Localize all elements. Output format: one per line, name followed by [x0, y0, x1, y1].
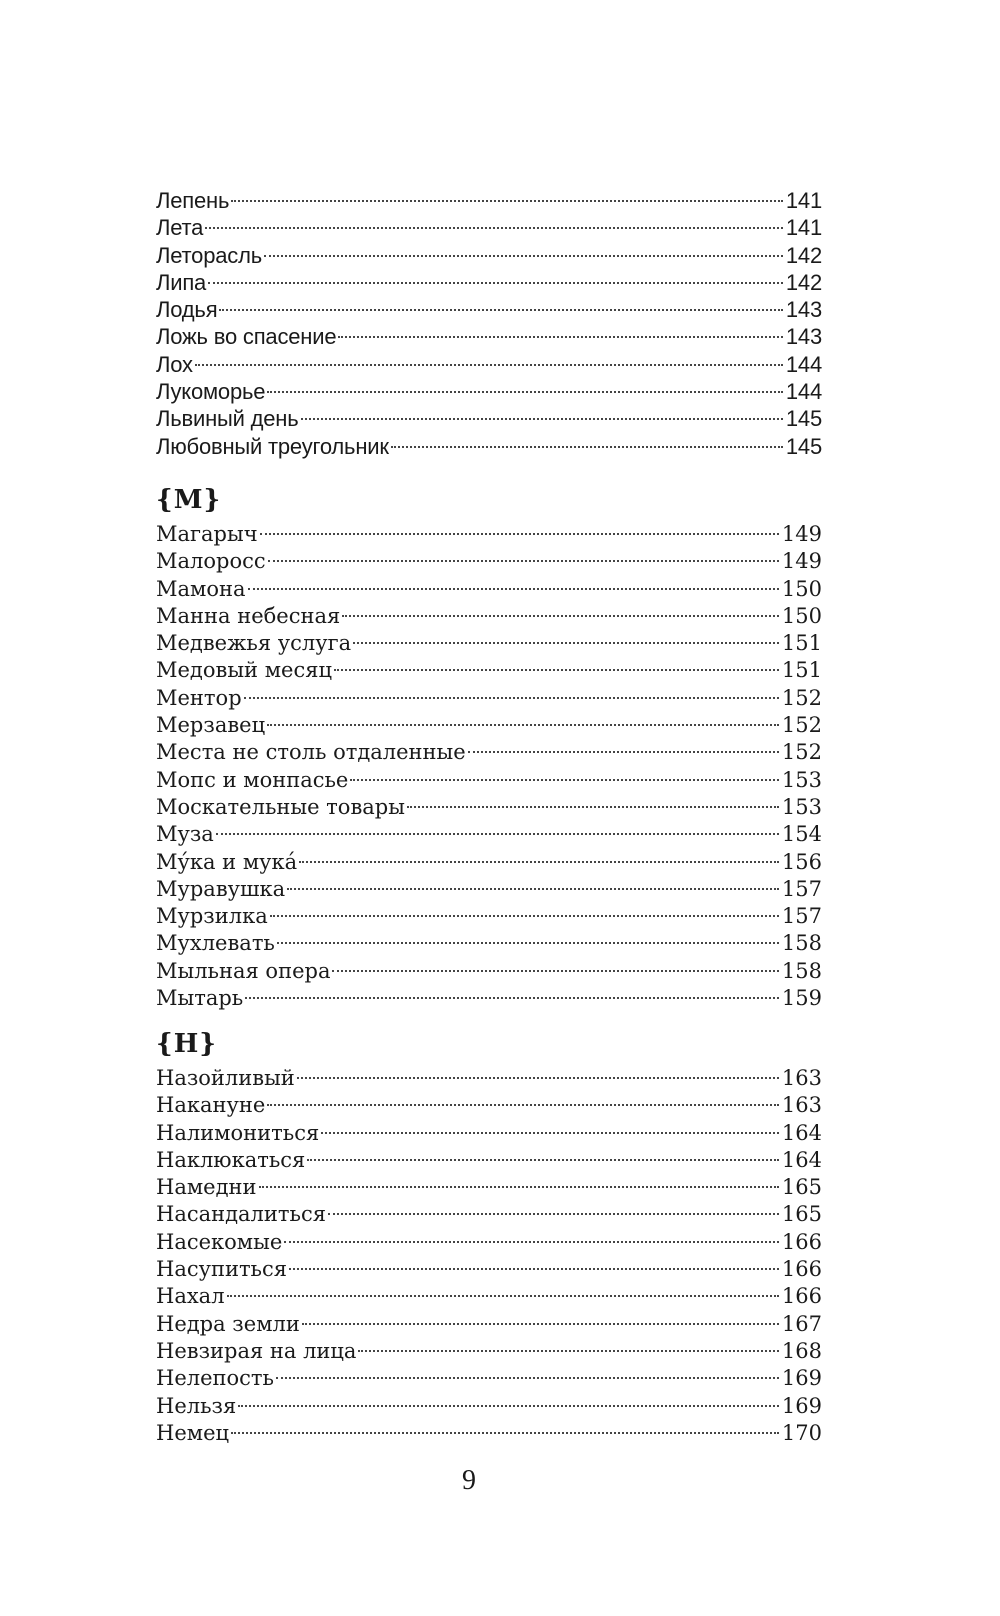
toc-entry-page: 166 [781, 1229, 822, 1254]
toc-entry[interactable] [156, 849, 822, 876]
toc-entry-title: Лепень [156, 188, 230, 213]
dot-leader [195, 364, 783, 366]
toc-entry-title: Насандалиться [156, 1202, 326, 1227]
toc-entry[interactable] [156, 739, 822, 766]
toc-entry[interactable] [156, 1393, 822, 1420]
dot-leader [264, 255, 783, 257]
toc-entry[interactable] [156, 685, 822, 712]
toc-entry-title: Му́ка и мука́ [156, 849, 298, 874]
toc-entry[interactable] [156, 657, 822, 684]
dot-leader [342, 615, 779, 617]
dot-leader [268, 560, 779, 562]
toc-entry-title: Лукоморье [156, 379, 266, 405]
toc-entry-title: Мурзилка [156, 904, 268, 929]
toc-entry[interactable] [156, 1174, 822, 1201]
dot-leader [277, 942, 779, 944]
toc-entry-page: 149 [781, 522, 822, 546]
toc-entry-title: Назойливый [156, 1066, 295, 1090]
toc-list-m [156, 521, 822, 1012]
toc-entry[interactable] [156, 405, 822, 432]
dot-leader [350, 779, 779, 781]
toc-entry-title: Нельзя [156, 1393, 237, 1418]
dot-leader [276, 1377, 779, 1379]
dot-leader [267, 724, 779, 726]
toc-entry[interactable] [156, 1229, 822, 1256]
toc-entry[interactable] [156, 323, 822, 350]
page-number: 9 [462, 1465, 476, 1496]
toc-entry-page: 145 [785, 433, 822, 459]
dot-leader [260, 533, 779, 535]
toc-entry-page: 153 [781, 767, 822, 792]
dot-leader [287, 888, 779, 890]
dot-leader [227, 1295, 779, 1297]
toc-entry-title: Мытарь [156, 986, 244, 1011]
dot-leader [248, 588, 779, 590]
toc-entry-page: 141 [785, 188, 822, 213]
toc-entry[interactable] [156, 214, 822, 241]
section-heading-n: {Н} [156, 1029, 218, 1059]
toc-entry-title: Липа [156, 269, 207, 295]
toc-list-n [156, 1065, 822, 1447]
toc-entry[interactable] [156, 958, 822, 985]
toc-entry-title: Ложь во спасение [156, 324, 337, 350]
toc-entry-page: 151 [781, 658, 822, 683]
dot-leader [245, 997, 779, 999]
toc-entry-page: 153 [781, 794, 822, 819]
dot-leader [231, 1432, 779, 1434]
dot-leader [267, 391, 783, 393]
dot-leader [270, 915, 779, 917]
toc-entry-title: Мерзавец [156, 713, 266, 738]
toc-entry[interactable] [156, 1256, 822, 1283]
dot-leader [321, 1132, 779, 1134]
toc-entry-title: Львиный день [156, 406, 299, 432]
toc-entry[interactable] [156, 576, 822, 603]
toc-list-l [156, 187, 822, 460]
toc-entry-page: 156 [781, 849, 822, 874]
toc-entry-page: 169 [781, 1393, 822, 1418]
toc-entry-title: Москательные товары [156, 794, 405, 819]
toc-entry-title: Муза [156, 822, 214, 847]
toc-entry[interactable] [156, 712, 822, 739]
dot-leader [299, 861, 779, 863]
toc-section-m [156, 483, 822, 1012]
toc-entry-page: 163 [781, 1093, 822, 1118]
toc-entry-page: 164 [781, 1147, 822, 1172]
toc-entry[interactable] [156, 794, 822, 821]
toc-entry-page: 152 [781, 713, 822, 738]
toc-entry-title: Любовный треугольник [156, 433, 389, 459]
dot-leader [468, 751, 779, 753]
toc-entry-title: Медвежья услуга [156, 631, 352, 656]
dot-leader [284, 1241, 779, 1243]
dot-leader [205, 227, 783, 229]
dot-leader [238, 1405, 779, 1407]
dot-leader [353, 642, 779, 644]
toc-entry-title: Малоросс [156, 549, 266, 574]
toc-entry-title: Недра земли [156, 1311, 300, 1336]
toc-entry[interactable] [156, 1283, 822, 1310]
toc-entry[interactable] [156, 767, 822, 794]
toc-entry-page: 152 [781, 740, 822, 765]
toc-entry[interactable] [156, 876, 822, 903]
dot-leader [267, 1104, 779, 1106]
toc-entry-page: 164 [781, 1120, 822, 1145]
dot-leader [219, 309, 782, 311]
toc-entry-page: 141 [785, 215, 822, 241]
toc-entry-page: 145 [785, 406, 822, 432]
toc-entry-page: 168 [781, 1338, 822, 1363]
toc-entry-title: Намедни [156, 1175, 257, 1200]
toc-entry-page: 150 [781, 603, 822, 628]
toc-entry[interactable] [156, 1147, 822, 1174]
toc-entry[interactable] [156, 242, 822, 269]
toc-entry-page: 154 [781, 822, 822, 847]
toc-entry-page: 166 [781, 1284, 822, 1309]
toc-entry[interactable] [156, 187, 822, 214]
toc-entry-page: 142 [785, 269, 822, 295]
toc-entry-page: 149 [781, 549, 822, 574]
toc-entry[interactable] [156, 296, 822, 323]
dot-leader [334, 669, 779, 671]
toc-entry-page: 144 [785, 379, 822, 405]
toc-entry-page: 159 [781, 986, 822, 1011]
toc-entry[interactable] [156, 1092, 822, 1119]
dot-leader [302, 1323, 779, 1325]
toc-entry[interactable] [156, 548, 822, 575]
dot-leader [244, 697, 779, 699]
dot-leader [328, 1213, 779, 1215]
toc-entry-page: 165 [781, 1202, 822, 1227]
dot-leader [297, 1077, 779, 1079]
toc-section-n [156, 1027, 822, 1447]
toc-entry[interactable] [156, 630, 822, 657]
toc-entry[interactable] [156, 930, 822, 957]
toc-entry-title: Мухлевать [156, 931, 275, 956]
toc-entry-page: 158 [781, 931, 822, 956]
toc-entry-title: Насекомые [156, 1229, 283, 1254]
toc-entry[interactable] [156, 351, 822, 378]
dot-leader [391, 446, 783, 448]
dot-leader [231, 200, 783, 202]
toc-entry-title: Магарыч [156, 522, 258, 546]
section-heading-m: {М} [156, 485, 222, 515]
dot-leader [216, 833, 779, 835]
toc-entry-title: Лета [156, 215, 204, 241]
toc-entry[interactable] [156, 985, 822, 1012]
dot-leader [289, 1268, 779, 1270]
dot-leader [332, 970, 778, 972]
toc-entry-title: Невзирая на лица [156, 1338, 357, 1363]
toc-entry[interactable] [156, 269, 822, 296]
toc-entry-title: Ментор [156, 685, 242, 710]
toc-entry[interactable] [156, 603, 822, 630]
toc-entry[interactable] [156, 1365, 822, 1392]
toc-entry-page: 170 [781, 1420, 822, 1445]
toc-entry-page: 157 [781, 876, 822, 901]
toc-entry-title: Мамона [156, 576, 246, 601]
toc-entry-title: Места не столь отдаленные [156, 740, 466, 765]
toc-entry-title: Нелепость [156, 1366, 274, 1391]
dot-leader [407, 806, 779, 808]
toc-entry[interactable] [156, 1120, 822, 1147]
toc-entry-title: Мопс и монпасье [156, 767, 349, 792]
toc-entry-page: 163 [781, 1066, 822, 1090]
toc-entry[interactable] [156, 433, 822, 460]
toc-entry-page: 167 [781, 1311, 822, 1336]
toc-entry-title: Леторасль [156, 242, 262, 268]
toc-entry-title: Налимониться [156, 1120, 320, 1145]
toc-entry-page: 142 [785, 242, 822, 268]
toc-entry-title: Манна небесная [156, 603, 341, 628]
toc-entry-title: Наклюкаться [156, 1147, 306, 1172]
toc-entry[interactable] [156, 1420, 822, 1447]
toc-entry-title: Нахал [156, 1284, 225, 1309]
toc-entry-page: 143 [785, 324, 822, 350]
toc-entry-title: Мыльная опера [156, 958, 331, 983]
toc-entry[interactable] [156, 903, 822, 930]
dot-leader [358, 1350, 778, 1352]
toc-entry-page: 166 [781, 1257, 822, 1282]
toc-entry-title: Насупиться [156, 1257, 288, 1282]
toc-entry-page: 158 [781, 958, 822, 983]
toc-entry-page: 169 [781, 1366, 822, 1391]
toc-entry[interactable] [156, 1311, 822, 1338]
dot-leader [338, 336, 783, 338]
toc-entry-page: 152 [781, 685, 822, 710]
toc-entry-title: Медовый месяц [156, 658, 332, 683]
dot-leader [208, 282, 783, 284]
toc-entry[interactable] [156, 821, 822, 848]
toc-entry[interactable] [156, 521, 822, 548]
dot-leader [307, 1159, 779, 1161]
toc-entry-page: 144 [785, 351, 822, 377]
toc-entry[interactable] [156, 1338, 822, 1365]
toc-entry-title: Накануне [156, 1093, 266, 1118]
toc-entry-title: Муравушка [156, 876, 286, 901]
toc-entry-page: 151 [781, 631, 822, 656]
dot-leader [259, 1186, 779, 1188]
toc-entry-title: Немец [156, 1420, 230, 1445]
toc-entry[interactable] [156, 378, 822, 405]
toc-entry-title: Лодья [156, 297, 218, 323]
toc-entry-page: 150 [781, 576, 822, 601]
toc-entry-page: 157 [781, 904, 822, 929]
toc-entry-title: Лох [156, 351, 193, 377]
toc-entry[interactable] [156, 1065, 822, 1092]
toc-entry-page: 165 [781, 1175, 822, 1200]
dot-leader [301, 418, 783, 420]
toc-section-l [156, 187, 822, 460]
toc-entry[interactable] [156, 1201, 822, 1228]
toc-entry-page: 143 [785, 297, 822, 323]
